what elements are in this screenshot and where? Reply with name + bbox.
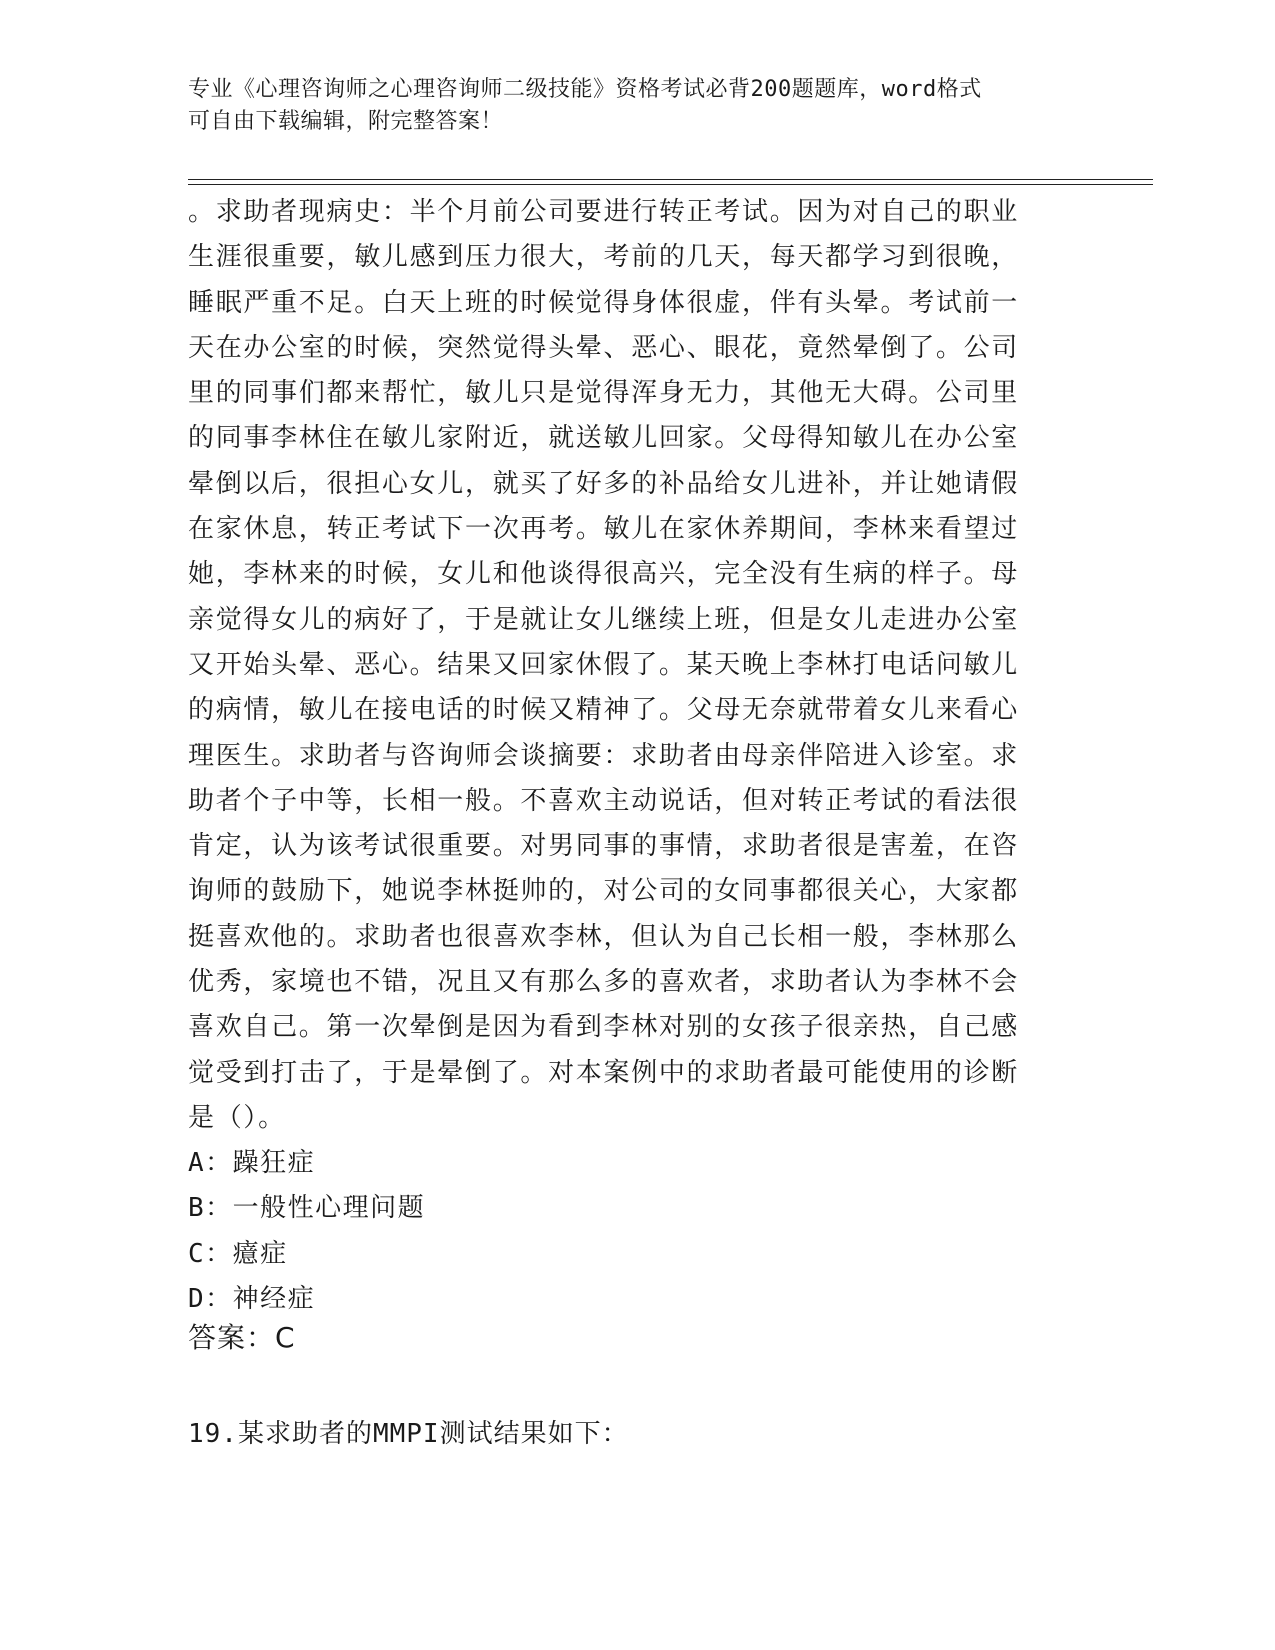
question-line: 在家休息，转正考试下一次再考。敏儿在家休养期间，李林来看望过 xyxy=(188,514,1020,545)
question-line: 喜欢自己。第一次晕倒是因为看到李林对别的女孩子很亲热，自己感 xyxy=(188,1012,1020,1043)
question-line: 里的同事们都来帮忙，敏儿只是觉得浑身无力，其他无大碍。公司里 xyxy=(188,378,1020,409)
question-line: 肯定，认为该考试很重要。对男同事的事情，求助者很是害羞，在咨 xyxy=(188,831,1020,862)
option-b: B：一般性心理问题 xyxy=(188,1193,426,1224)
next-question-heading: 19.某求助者的MMPI测试结果如下： xyxy=(188,1419,629,1449)
question-line: 助者个子中等，长相一般。不喜欢主动说话，但对转正考试的看法很 xyxy=(188,785,1020,816)
question-line: 晕倒以后，很担心女儿，就买了好多的补品给女儿进补，并让她请假 xyxy=(188,468,1020,499)
answer-options xyxy=(188,1141,425,1322)
question-line: 她，李林来的时候，女儿和他谈得很高兴，完全没有生病的样子。母 xyxy=(188,559,1020,590)
question-line: 又开始头晕、恶心。结果又回家休假了。某天晚上李林打电话问敏儿 xyxy=(188,649,1020,680)
question-line: 睡眠严重不足。白天上班的时候觉得身体很虚，伴有头晕。考试前一 xyxy=(188,287,1020,318)
question-line: 的病情，敏儿在接电话的时候又精神了。父母无奈就带着女儿来看心 xyxy=(188,695,1020,726)
option-d: D：神经症 xyxy=(188,1283,316,1314)
document-header xyxy=(188,74,1068,138)
header-divider xyxy=(188,179,1153,180)
option-c: C：癔症 xyxy=(188,1238,288,1269)
question-line: 的同事李林住在敏儿家附近，就送敏儿回家。父母得知敏儿在办公室 xyxy=(188,423,1020,454)
answer-key: 答案：C xyxy=(188,1321,296,1354)
question-line: 。求助者现病史：半个月前公司要进行转正考试。因为对自己的职业 xyxy=(188,197,1020,227)
option-a: A：躁狂症 xyxy=(188,1148,316,1178)
question-line: 优秀，家境也不错，况且又有那么多的喜欢者，求助者认为李林不会 xyxy=(188,967,1020,998)
header-divider xyxy=(188,184,1153,185)
question-line: 挺喜欢他的。求助者也很喜欢李林，但认为自己长相一般，李林那么 xyxy=(188,921,1020,952)
question-line: 亲觉得女儿的病好了，于是就让女儿继续上班，但是女儿走进办公室 xyxy=(188,604,1020,635)
question-line: 询师的鼓励下，她说李林挺帅的，对公司的女同事都很关心，大家都 xyxy=(188,876,1020,907)
question-line: 天在办公室的时候，突然觉得头晕、恶心、眼花，竟然晕倒了。公司 xyxy=(188,332,1020,363)
question-line: 是（）。 xyxy=(188,1102,286,1133)
question-line: 生涯很重要，敏儿感到压力很大，考前的几天，每天都学习到很晚， xyxy=(188,242,1020,273)
header-line: 可自由下载编辑，附完整答案！ xyxy=(188,109,504,134)
question-line: 觉受到打击了，于是晕倒了。对本案例中的求助者最可能使用的诊断 xyxy=(188,1057,1020,1088)
question-text xyxy=(188,190,1068,1141)
header-line: 专业《心理咨询师之心理咨询师二级技能》资格考试必背200题题库，word格式 xyxy=(188,77,982,102)
question-line: 理医生。求助者与咨询师会谈摘要：求助者由母亲伴陪进入诊室。求 xyxy=(188,740,1020,771)
